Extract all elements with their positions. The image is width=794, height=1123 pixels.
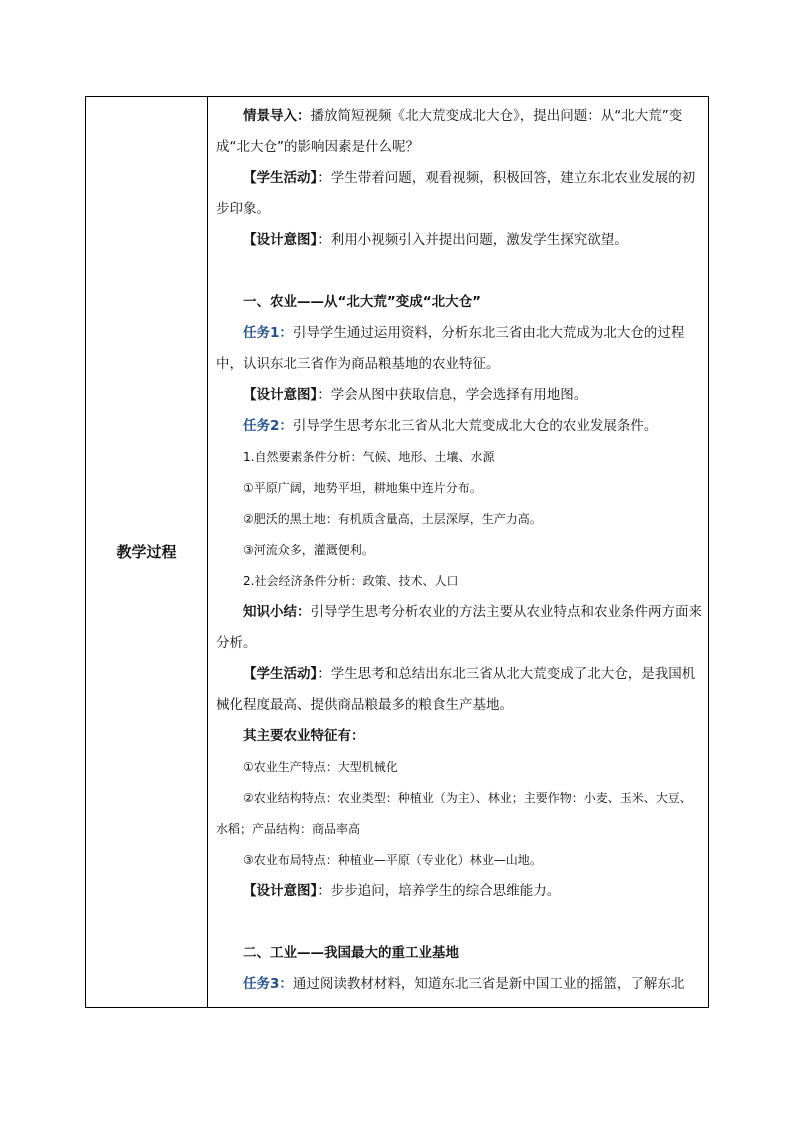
design-intent-2-label: 【设计意图】 bbox=[243, 387, 318, 403]
section2-title: 二、工业——我国最大的重工业基地 bbox=[243, 945, 459, 961]
student-activity-2-text: ：学生思考和总结出东北三省从北大荒变成了北大仓，是我国机械化程度最高、提供商品粮最多的粮食生产基地。 bbox=[216, 666, 696, 713]
natural-item-1: ①平原广阔，地势平坦，耕地集中连片分布。 bbox=[243, 481, 482, 495]
feature-item-1: ①农业生产特点：大型机械化 bbox=[243, 760, 398, 774]
task2-paragraph bbox=[216, 411, 702, 442]
task1-label: 任务1： bbox=[243, 325, 293, 341]
intro-paragraph bbox=[216, 101, 702, 163]
section1-title: 一、农业——从“北大荒”变成“北大仓” bbox=[243, 294, 481, 310]
design-intent-1 bbox=[216, 225, 702, 256]
summary-text: 引导学生思考分析农业的方法主要从农业特点和农业条件两方面来分析。 bbox=[216, 604, 702, 651]
feature-item-2: ②农业结构特点：农业类型：种植业（为主）、林业；主要作物：小麦、玉米、大豆、水稻；产品结构：商品率高 bbox=[216, 791, 692, 836]
student-activity-1-label: 【学生活动】 bbox=[243, 170, 318, 186]
task2-label: 任务2： bbox=[243, 418, 293, 434]
summary-label: 知识小结： bbox=[243, 604, 311, 620]
intro-text: 播放简短视频《北大荒变成北大仓》，提出问题：从“北大荒”变成“北大仓”的影响因素是什么呢？ bbox=[216, 108, 683, 155]
task3-paragraph bbox=[216, 969, 702, 1000]
design-intent-2 bbox=[216, 380, 702, 411]
task1-paragraph bbox=[216, 318, 702, 380]
feature-item-3: ③农业布局特点：种植业—平原（专业化）林业—山地。 bbox=[243, 853, 542, 867]
student-activity-2-label: 【学生活动】 bbox=[243, 666, 318, 682]
student-activity-2 bbox=[216, 659, 702, 721]
design-intent-3 bbox=[216, 876, 702, 907]
task3-label: 任务3： bbox=[243, 976, 293, 992]
design-intent-2-text: ：学会从图中获取信息，学会选择有用地图。 bbox=[317, 387, 588, 403]
natural-conditions-heading: 1.自然要素条件分析：气候、地形、土壤、水源 bbox=[243, 450, 495, 464]
design-intent-1-label: 【设计意图】 bbox=[243, 232, 318, 248]
intro-label: 情景导入： bbox=[243, 108, 311, 124]
student-activity-1-text: ：学生带着问题，观看视频，积极回答，建立东北农业发展的初步印象。 bbox=[216, 170, 696, 217]
design-intent-1-text: ：利用小视频引入并提出问题，激发学生探究欲望。 bbox=[317, 232, 628, 248]
student-activity-1 bbox=[216, 163, 702, 225]
task1-text: 引导学生通过运用资料，分析东北三省由北大荒成为北大仓的过程中，认识东北三省作为商品粮基地的农业特征。 bbox=[216, 325, 685, 372]
row-label-teaching-process: 教学过程 bbox=[116, 543, 177, 561]
lesson-content bbox=[208, 97, 708, 1000]
social-conditions-heading: 2.社会经济条件分析：政策、技术、人口 bbox=[243, 574, 459, 588]
task2-text: 引导学生思考东北三省从北大荒变成北大仓的农业发展条件。 bbox=[292, 418, 658, 434]
task3-text: 通过阅读教材材料，知道东北三省是新中国工业的摇篮，了解东北 bbox=[292, 976, 685, 992]
features-heading: 其主要农业特征有： bbox=[243, 728, 365, 744]
design-intent-3-label: 【设计意图】 bbox=[243, 883, 318, 899]
summary-paragraph bbox=[216, 597, 702, 659]
design-intent-3-text: ：步步追问，培养学生的综合思维能力。 bbox=[317, 883, 561, 899]
natural-item-3: ③河流众多，灌溉便利。 bbox=[243, 543, 374, 557]
lesson-table bbox=[85, 96, 709, 1008]
natural-item-2: ②肥沃的黑土地：有机质含量高，土层深厚，生产力高。 bbox=[243, 512, 542, 526]
